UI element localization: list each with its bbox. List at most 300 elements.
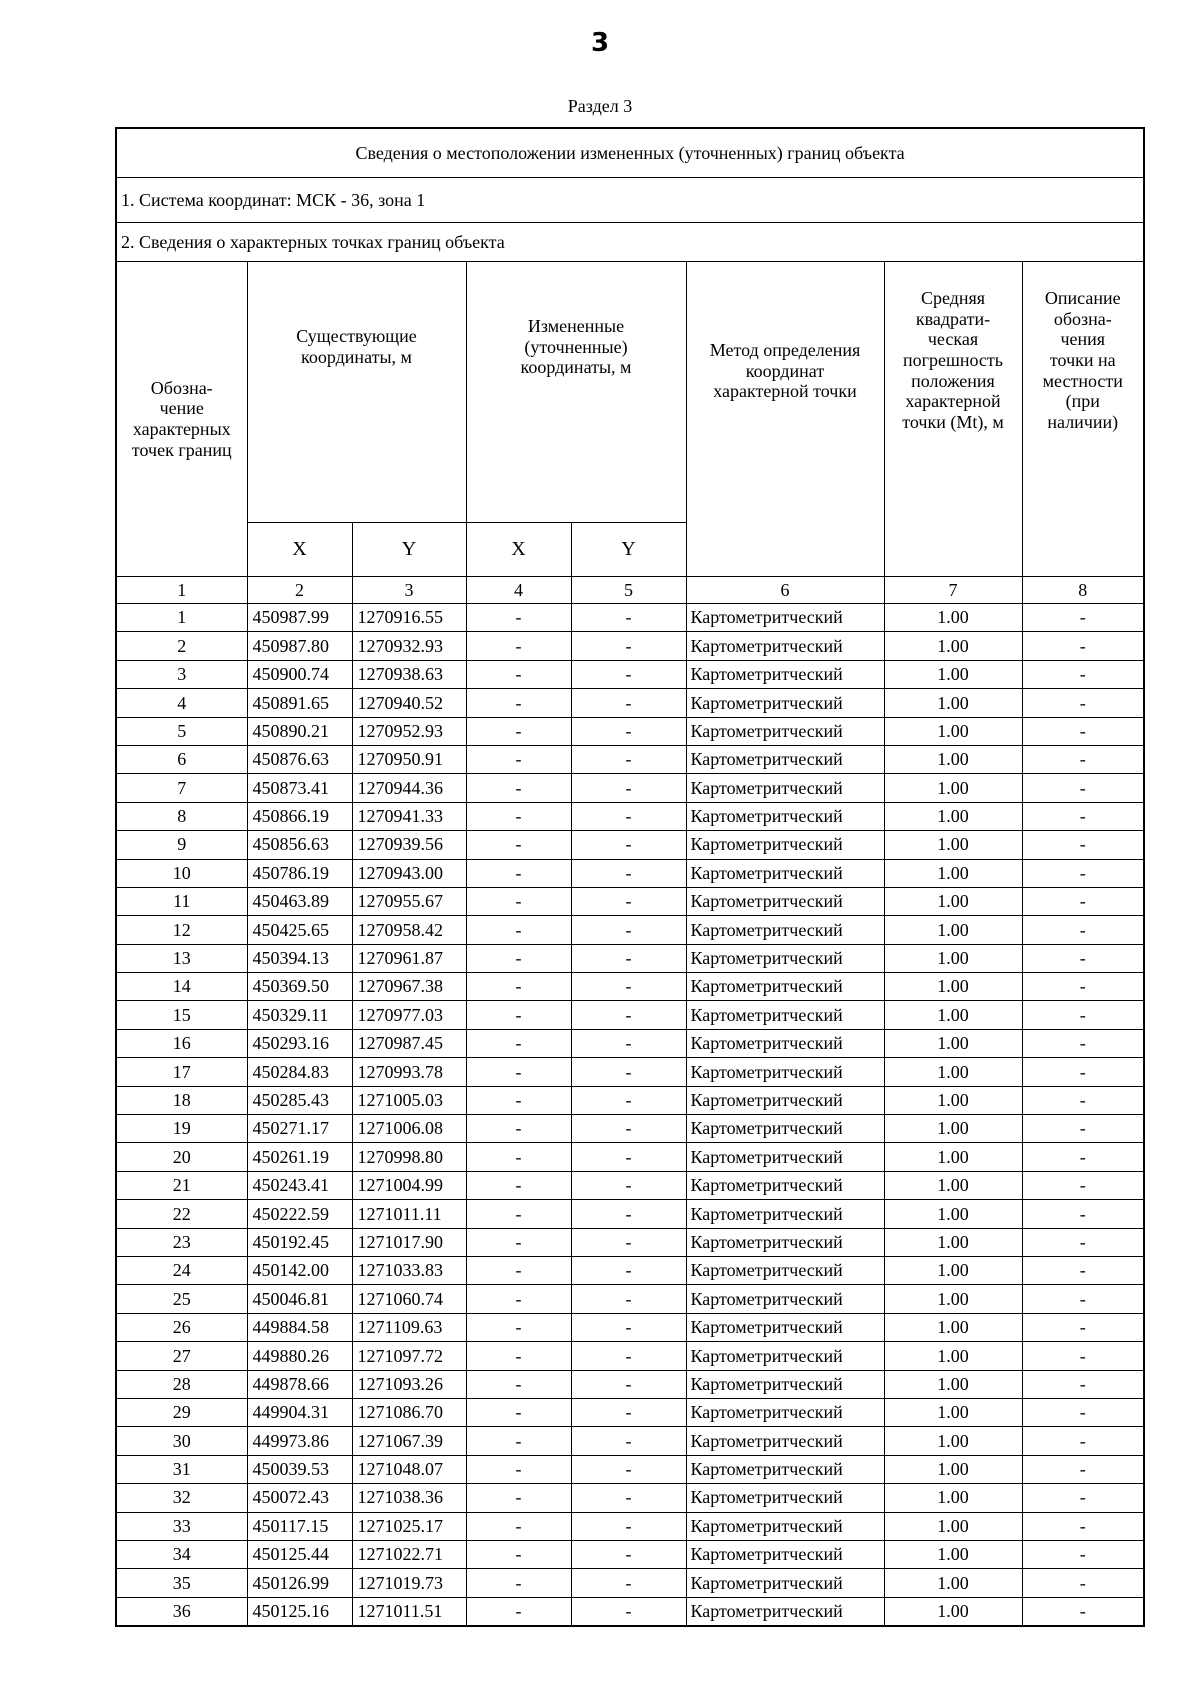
table-row	[116, 973, 1144, 1001]
mean-square-error: 1.00	[884, 632, 1022, 660]
table-row	[116, 1058, 1144, 1086]
table-row	[116, 916, 1144, 944]
point-number: 8	[116, 802, 247, 830]
existing-y: 1271025.17	[352, 1512, 466, 1540]
method: Картометритческий	[686, 1455, 884, 1483]
point-description: -	[1022, 1512, 1144, 1540]
point-description: -	[1022, 1597, 1144, 1626]
method: Картометритческий	[686, 1512, 884, 1540]
point-description: -	[1022, 1569, 1144, 1597]
existing-y: 1270938.63	[352, 660, 466, 688]
changed-x: -	[466, 1313, 571, 1341]
changed-y: -	[571, 774, 686, 802]
existing-y: 1270958.42	[352, 916, 466, 944]
point-description: -	[1022, 916, 1144, 944]
header-existing-y: Y	[352, 523, 466, 577]
point-description: -	[1022, 1086, 1144, 1114]
existing-y: 1271060.74	[352, 1285, 466, 1313]
mean-square-error: 1.00	[884, 604, 1022, 632]
table-row	[116, 1484, 1144, 1512]
changed-y: -	[571, 1115, 686, 1143]
method: Картометритческий	[686, 1342, 884, 1370]
changed-y: -	[571, 802, 686, 830]
table-row	[116, 1455, 1144, 1483]
mean-square-error: 1.00	[884, 774, 1022, 802]
existing-y: 1270952.93	[352, 717, 466, 745]
changed-y: -	[571, 1597, 686, 1626]
existing-y: 1270944.36	[352, 774, 466, 802]
table-row	[116, 604, 1144, 632]
point-number: 24	[116, 1256, 247, 1284]
point-number: 13	[116, 944, 247, 972]
existing-y: 1270939.56	[352, 831, 466, 859]
existing-x: 450261.19	[247, 1143, 352, 1171]
changed-y: -	[571, 717, 686, 745]
point-description: -	[1022, 604, 1144, 632]
method: Картометритческий	[686, 859, 884, 887]
method: Картометритческий	[686, 944, 884, 972]
existing-x: 450987.99	[247, 604, 352, 632]
method: Картометритческий	[686, 632, 884, 660]
point-description: -	[1022, 1285, 1144, 1313]
table-row	[116, 1285, 1144, 1313]
table-title: Сведения о местоположении измененных (уточненных) границ объекта	[116, 128, 1144, 178]
point-description: -	[1022, 1200, 1144, 1228]
table-row	[116, 632, 1144, 660]
point-description: -	[1022, 1484, 1144, 1512]
method: Картометритческий	[686, 745, 884, 773]
table-row	[116, 1370, 1144, 1398]
table-row	[116, 745, 1144, 773]
changed-y: -	[571, 1540, 686, 1568]
mean-square-error: 1.00	[884, 745, 1022, 773]
point-number: 12	[116, 916, 247, 944]
changed-x: -	[466, 1342, 571, 1370]
changed-y: -	[571, 1370, 686, 1398]
existing-x: 450987.80	[247, 632, 352, 660]
mean-square-error: 1.00	[884, 887, 1022, 915]
point-number: 25	[116, 1285, 247, 1313]
existing-y: 1271005.03	[352, 1086, 466, 1114]
mean-square-error: 1.00	[884, 1484, 1022, 1512]
point-number: 28	[116, 1370, 247, 1398]
point-description: -	[1022, 831, 1144, 859]
point-number: 15	[116, 1001, 247, 1029]
point-number: 31	[116, 1455, 247, 1483]
point-number: 23	[116, 1228, 247, 1256]
point-number: 35	[116, 1569, 247, 1597]
changed-x: -	[466, 632, 571, 660]
header-method: Метод определения координат характерной точки	[686, 262, 884, 577]
existing-y: 1271019.73	[352, 1569, 466, 1597]
table-row	[116, 1427, 1144, 1455]
point-number: 34	[116, 1540, 247, 1568]
header-existing-coords: Существующие координаты, м	[247, 262, 466, 523]
changed-y: -	[571, 1001, 686, 1029]
header-existing-x: X	[247, 523, 352, 577]
method: Картометритческий	[686, 1115, 884, 1143]
existing-x: 450866.19	[247, 802, 352, 830]
existing-x: 450192.45	[247, 1228, 352, 1256]
existing-y: 1270932.93	[352, 632, 466, 660]
changed-x: -	[466, 1086, 571, 1114]
changed-x: -	[466, 831, 571, 859]
table-row	[116, 774, 1144, 802]
changed-x: -	[466, 1256, 571, 1284]
changed-x: -	[466, 1427, 571, 1455]
changed-x: -	[466, 1512, 571, 1540]
changed-y: -	[571, 1484, 686, 1512]
existing-y: 1270950.91	[352, 745, 466, 773]
changed-x: -	[466, 1171, 571, 1199]
existing-y: 1271011.51	[352, 1597, 466, 1626]
changed-y: -	[571, 1143, 686, 1171]
point-description: -	[1022, 660, 1144, 688]
changed-x: -	[466, 1200, 571, 1228]
point-description: -	[1022, 1228, 1144, 1256]
changed-x: -	[466, 1115, 571, 1143]
mean-square-error: 1.00	[884, 916, 1022, 944]
mean-square-error: 1.00	[884, 1285, 1022, 1313]
changed-x: -	[466, 1001, 571, 1029]
existing-y: 1271038.36	[352, 1484, 466, 1512]
changed-y: -	[571, 1285, 686, 1313]
mean-square-error: 1.00	[884, 831, 1022, 859]
method: Картометритческий	[686, 1313, 884, 1341]
method: Картометритческий	[686, 604, 884, 632]
existing-x: 449880.26	[247, 1342, 352, 1370]
table-row	[116, 859, 1144, 887]
existing-y: 1271086.70	[352, 1398, 466, 1426]
existing-x: 450142.00	[247, 1256, 352, 1284]
method: Картометритческий	[686, 831, 884, 859]
changed-y: -	[571, 831, 686, 859]
point-description: -	[1022, 1171, 1144, 1199]
method: Картометритческий	[686, 660, 884, 688]
changed-y: -	[571, 1086, 686, 1114]
point-description: -	[1022, 689, 1144, 717]
point-description: -	[1022, 1427, 1144, 1455]
point-number: 10	[116, 859, 247, 887]
existing-y: 1271006.08	[352, 1115, 466, 1143]
points-caption: 2. Сведения о характерных точках границ объекта	[116, 223, 1144, 262]
mean-square-error: 1.00	[884, 1512, 1022, 1540]
coordinate-system: 1. Система координат: МСК - 36, зона 1	[116, 178, 1144, 223]
existing-x: 450072.43	[247, 1484, 352, 1512]
point-description: -	[1022, 1455, 1144, 1483]
existing-y: 1270987.45	[352, 1029, 466, 1057]
changed-y: -	[571, 632, 686, 660]
changed-y: -	[571, 1512, 686, 1540]
changed-y: -	[571, 1427, 686, 1455]
existing-x: 450285.43	[247, 1086, 352, 1114]
table-row	[116, 660, 1144, 688]
existing-y: 1271011.11	[352, 1200, 466, 1228]
header-description: Описание обозна- чения точки на местности (при наличии)	[1022, 262, 1144, 577]
method: Картометритческий	[686, 1228, 884, 1256]
changed-y: -	[571, 604, 686, 632]
method: Картометритческий	[686, 916, 884, 944]
mean-square-error: 1.00	[884, 859, 1022, 887]
changed-y: -	[571, 1200, 686, 1228]
existing-x: 450039.53	[247, 1455, 352, 1483]
changed-x: -	[466, 745, 571, 773]
changed-x: -	[466, 887, 571, 915]
point-description: -	[1022, 1370, 1144, 1398]
method: Картометритческий	[686, 1540, 884, 1568]
changed-y: -	[571, 916, 686, 944]
point-description: -	[1022, 1115, 1144, 1143]
changed-x: -	[466, 604, 571, 632]
point-number: 36	[116, 1597, 247, 1626]
point-description: -	[1022, 973, 1144, 1001]
changed-x: -	[466, 1058, 571, 1086]
point-number: 17	[116, 1058, 247, 1086]
mean-square-error: 1.00	[884, 1455, 1022, 1483]
column-number: 8	[1022, 577, 1144, 604]
point-description: -	[1022, 944, 1144, 972]
table-row	[116, 1569, 1144, 1597]
header-changed-coords: Измененные (уточненные) координаты, м	[466, 262, 686, 523]
table-row	[116, 1597, 1144, 1626]
point-number: 22	[116, 1200, 247, 1228]
existing-x: 450873.41	[247, 774, 352, 802]
changed-y: -	[571, 745, 686, 773]
existing-x: 450786.19	[247, 859, 352, 887]
existing-y: 1271048.07	[352, 1455, 466, 1483]
changed-x: -	[466, 717, 571, 745]
mean-square-error: 1.00	[884, 1001, 1022, 1029]
mean-square-error: 1.00	[884, 1058, 1022, 1086]
changed-x: -	[466, 973, 571, 1001]
point-number: 2	[116, 632, 247, 660]
column-number: 4	[466, 577, 571, 604]
header-designation: Обозна- чение характерных точек границ	[116, 262, 247, 577]
point-number: 5	[116, 717, 247, 745]
existing-x: 450369.50	[247, 973, 352, 1001]
existing-x: 449884.58	[247, 1313, 352, 1341]
point-description: -	[1022, 1143, 1144, 1171]
changed-y: -	[571, 1228, 686, 1256]
mean-square-error: 1.00	[884, 717, 1022, 745]
point-description: -	[1022, 1342, 1144, 1370]
existing-y: 1271109.63	[352, 1313, 466, 1341]
changed-y: -	[571, 1058, 686, 1086]
existing-y: 1270940.52	[352, 689, 466, 717]
column-number: 3	[352, 577, 466, 604]
page-number: 3	[590, 28, 610, 58]
point-number: 27	[116, 1342, 247, 1370]
changed-x: -	[466, 1569, 571, 1597]
table-row	[116, 1029, 1144, 1057]
point-number: 29	[116, 1398, 247, 1426]
existing-x: 450329.11	[247, 1001, 352, 1029]
changed-y: -	[571, 887, 686, 915]
existing-x: 450293.16	[247, 1029, 352, 1057]
column-number: 7	[884, 577, 1022, 604]
point-number: 33	[116, 1512, 247, 1540]
point-number: 16	[116, 1029, 247, 1057]
changed-x: -	[466, 1597, 571, 1626]
point-number: 21	[116, 1171, 247, 1199]
changed-x: -	[466, 1370, 571, 1398]
point-number: 1	[116, 604, 247, 632]
table-row	[116, 1086, 1144, 1114]
mean-square-error: 1.00	[884, 1143, 1022, 1171]
point-number: 14	[116, 973, 247, 1001]
existing-x: 450046.81	[247, 1285, 352, 1313]
mean-square-error: 1.00	[884, 944, 1022, 972]
mean-square-error: 1.00	[884, 802, 1022, 830]
changed-y: -	[571, 1029, 686, 1057]
table-row	[116, 1200, 1144, 1228]
existing-y: 1270977.03	[352, 1001, 466, 1029]
existing-x: 450125.44	[247, 1540, 352, 1568]
existing-x: 450876.63	[247, 745, 352, 773]
point-description: -	[1022, 887, 1144, 915]
method: Картометритческий	[686, 1398, 884, 1426]
changed-y: -	[571, 1569, 686, 1597]
header-error: Средняя квадрати- ческая погрешность положения характерной точки (Mt), м	[884, 262, 1022, 577]
method: Картометритческий	[686, 774, 884, 802]
existing-y: 1271033.83	[352, 1256, 466, 1284]
method: Картометритческий	[686, 1484, 884, 1512]
existing-y: 1270943.00	[352, 859, 466, 887]
table-row	[116, 1342, 1144, 1370]
existing-y: 1270941.33	[352, 802, 466, 830]
changed-y: -	[571, 1342, 686, 1370]
table-row	[116, 1256, 1144, 1284]
point-description: -	[1022, 1029, 1144, 1057]
mean-square-error: 1.00	[884, 1398, 1022, 1426]
changed-y: -	[571, 1455, 686, 1483]
mean-square-error: 1.00	[884, 1370, 1022, 1398]
point-number: 6	[116, 745, 247, 773]
table-row	[116, 887, 1144, 915]
column-numbers-row	[116, 577, 1144, 604]
changed-y: -	[571, 944, 686, 972]
method: Картометритческий	[686, 689, 884, 717]
existing-y: 1271097.72	[352, 1342, 466, 1370]
existing-x: 450271.17	[247, 1115, 352, 1143]
method: Картометритческий	[686, 802, 884, 830]
existing-x: 450891.65	[247, 689, 352, 717]
changed-y: -	[571, 689, 686, 717]
changed-y: -	[571, 1256, 686, 1284]
existing-x: 450284.83	[247, 1058, 352, 1086]
mean-square-error: 1.00	[884, 1342, 1022, 1370]
table-row	[116, 944, 1144, 972]
existing-x: 450222.59	[247, 1200, 352, 1228]
existing-x: 449973.86	[247, 1427, 352, 1455]
method: Картометритческий	[686, 1597, 884, 1626]
point-description: -	[1022, 1001, 1144, 1029]
existing-x: 450243.41	[247, 1171, 352, 1199]
existing-y: 1271093.26	[352, 1370, 466, 1398]
table-row	[116, 1001, 1144, 1029]
changed-x: -	[466, 1228, 571, 1256]
column-number: 1	[116, 577, 247, 604]
existing-x: 450890.21	[247, 717, 352, 745]
existing-x: 449904.31	[247, 1398, 352, 1426]
mean-square-error: 1.00	[884, 660, 1022, 688]
mean-square-error: 1.00	[884, 1171, 1022, 1199]
table-row	[116, 1143, 1144, 1171]
point-number: 18	[116, 1086, 247, 1114]
existing-y: 1270967.38	[352, 973, 466, 1001]
point-number: 7	[116, 774, 247, 802]
point-description: -	[1022, 1398, 1144, 1426]
table-row	[116, 689, 1144, 717]
method: Картометритческий	[686, 887, 884, 915]
header-changed-x: X	[466, 523, 571, 577]
existing-x: 450117.15	[247, 1512, 352, 1540]
changed-x: -	[466, 1029, 571, 1057]
existing-x: 450126.99	[247, 1569, 352, 1597]
table-row	[116, 831, 1144, 859]
changed-x: -	[466, 944, 571, 972]
mean-square-error: 1.00	[884, 1115, 1022, 1143]
existing-y: 1270955.67	[352, 887, 466, 915]
existing-y: 1271067.39	[352, 1427, 466, 1455]
point-description: -	[1022, 717, 1144, 745]
mean-square-error: 1.00	[884, 1540, 1022, 1568]
mean-square-error: 1.00	[884, 1200, 1022, 1228]
changed-x: -	[466, 689, 571, 717]
changed-x: -	[466, 660, 571, 688]
changed-x: -	[466, 1455, 571, 1483]
boundary-points-table	[115, 127, 1145, 1627]
changed-x: -	[466, 774, 571, 802]
existing-y: 1270993.78	[352, 1058, 466, 1086]
method: Картометритческий	[686, 1029, 884, 1057]
mean-square-error: 1.00	[884, 1228, 1022, 1256]
changed-x: -	[466, 916, 571, 944]
section-title: Раздел 3	[567, 96, 633, 116]
method: Картометритческий	[686, 1058, 884, 1086]
mean-square-error: 1.00	[884, 973, 1022, 1001]
changed-x: -	[466, 802, 571, 830]
changed-x: -	[466, 1285, 571, 1313]
existing-y: 1270998.80	[352, 1143, 466, 1171]
mean-square-error: 1.00	[884, 1427, 1022, 1455]
changed-x: -	[466, 859, 571, 887]
method: Картометритческий	[686, 1200, 884, 1228]
table-row	[116, 1540, 1144, 1568]
existing-x: 450463.89	[247, 887, 352, 915]
point-number: 26	[116, 1313, 247, 1341]
table-row	[116, 1228, 1144, 1256]
point-number: 11	[116, 887, 247, 915]
point-description: -	[1022, 632, 1144, 660]
point-description: -	[1022, 745, 1144, 773]
changed-x: -	[466, 1143, 571, 1171]
existing-y: 1270961.87	[352, 944, 466, 972]
existing-y: 1271022.71	[352, 1540, 466, 1568]
method: Картометритческий	[686, 1143, 884, 1171]
method: Картометритческий	[686, 1001, 884, 1029]
point-number: 19	[116, 1115, 247, 1143]
table-row	[116, 1313, 1144, 1341]
method: Картометритческий	[686, 1285, 884, 1313]
method: Картометритческий	[686, 717, 884, 745]
table-row	[116, 802, 1144, 830]
changed-y: -	[571, 1398, 686, 1426]
point-description: -	[1022, 1313, 1144, 1341]
column-number: 2	[247, 577, 352, 604]
changed-y: -	[571, 1313, 686, 1341]
column-number: 6	[686, 577, 884, 604]
